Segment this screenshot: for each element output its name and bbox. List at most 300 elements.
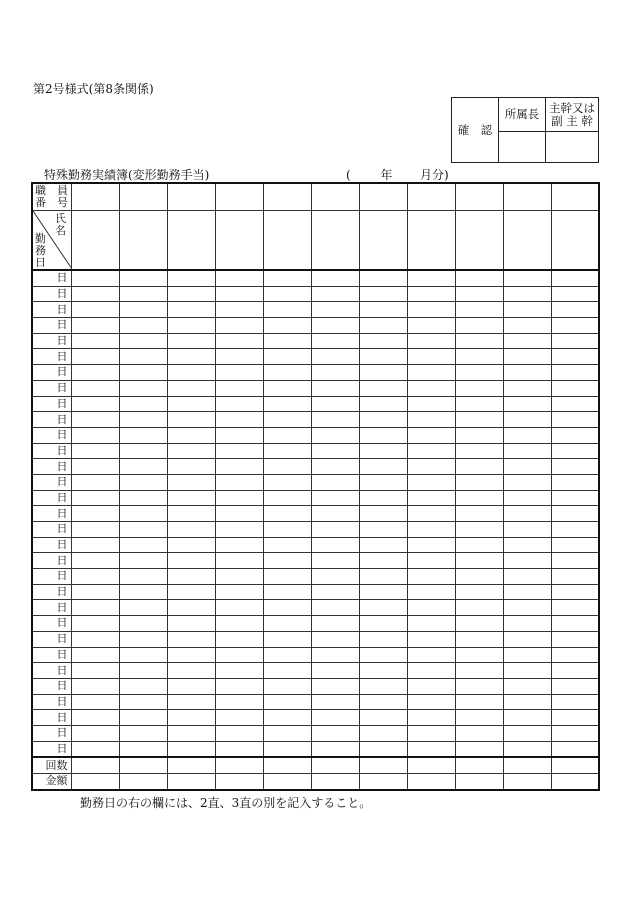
day-cell[interactable]	[263, 600, 311, 616]
day-cell[interactable]	[167, 725, 215, 741]
day-cell[interactable]	[551, 647, 599, 663]
day-cell[interactable]	[503, 333, 551, 349]
day-cell[interactable]	[503, 396, 551, 412]
day-cell[interactable]	[551, 678, 599, 694]
day-cell[interactable]	[71, 537, 119, 553]
day-cell[interactable]	[359, 396, 407, 412]
day-cell[interactable]	[455, 741, 503, 757]
day-cell[interactable]	[359, 427, 407, 443]
day-cell[interactable]	[455, 286, 503, 302]
day-cell[interactable]	[311, 584, 359, 600]
day-cell[interactable]	[71, 412, 119, 428]
day-cell[interactable]	[551, 725, 599, 741]
day-cell[interactable]	[551, 318, 599, 334]
day-cell[interactable]	[263, 616, 311, 632]
day-cell[interactable]	[407, 741, 455, 757]
amount-cell[interactable]	[263, 774, 311, 790]
day-cell[interactable]	[551, 349, 599, 365]
day-cell[interactable]	[263, 302, 311, 318]
day-cell[interactable]	[551, 333, 599, 349]
day-cell[interactable]	[167, 553, 215, 569]
day-cell[interactable]	[455, 349, 503, 365]
day-cell[interactable]	[71, 600, 119, 616]
staff-number-cell[interactable]	[455, 183, 503, 211]
day-cell[interactable]	[263, 318, 311, 334]
day-cell[interactable]	[167, 318, 215, 334]
day-cell[interactable]	[311, 710, 359, 726]
day-cell[interactable]	[263, 443, 311, 459]
day-cell[interactable]	[503, 741, 551, 757]
day-cell[interactable]	[359, 569, 407, 585]
day-cell[interactable]	[71, 427, 119, 443]
day-cell[interactable]	[119, 490, 167, 506]
day-cell[interactable]	[359, 600, 407, 616]
day-cell[interactable]	[551, 396, 599, 412]
count-cell[interactable]	[359, 757, 407, 773]
day-cell[interactable]	[503, 569, 551, 585]
day-cell[interactable]	[71, 569, 119, 585]
day-cell[interactable]	[119, 459, 167, 475]
day-cell[interactable]	[263, 569, 311, 585]
day-cell[interactable]	[167, 396, 215, 412]
day-cell[interactable]	[503, 631, 551, 647]
day-cell[interactable]	[359, 710, 407, 726]
day-cell[interactable]	[119, 349, 167, 365]
day-cell[interactable]	[71, 490, 119, 506]
staff-number-cell[interactable]	[215, 183, 263, 211]
day-cell[interactable]	[71, 663, 119, 679]
day-cell[interactable]	[311, 412, 359, 428]
day-cell[interactable]	[455, 443, 503, 459]
day-cell[interactable]	[455, 365, 503, 381]
day-cell[interactable]	[503, 270, 551, 286]
day-cell[interactable]	[407, 694, 455, 710]
day-cell[interactable]	[455, 725, 503, 741]
approval-stamp-director[interactable]	[499, 132, 546, 163]
day-cell[interactable]	[551, 631, 599, 647]
day-cell[interactable]	[455, 302, 503, 318]
day-cell[interactable]	[551, 600, 599, 616]
day-cell[interactable]	[359, 474, 407, 490]
staff-number-cell[interactable]	[407, 183, 455, 211]
day-cell[interactable]	[215, 725, 263, 741]
day-cell[interactable]	[311, 725, 359, 741]
day-cell[interactable]	[167, 537, 215, 553]
day-cell[interactable]	[407, 537, 455, 553]
day-cell[interactable]	[551, 412, 599, 428]
day-cell[interactable]	[167, 678, 215, 694]
staff-number-cell[interactable]	[119, 183, 167, 211]
day-cell[interactable]	[263, 490, 311, 506]
day-cell[interactable]	[503, 427, 551, 443]
day-cell[interactable]	[503, 318, 551, 334]
day-cell[interactable]	[167, 474, 215, 490]
day-cell[interactable]	[503, 663, 551, 679]
day-cell[interactable]	[119, 741, 167, 757]
day-cell[interactable]	[359, 741, 407, 757]
day-cell[interactable]	[71, 302, 119, 318]
amount-cell[interactable]	[71, 774, 119, 790]
day-cell[interactable]	[551, 380, 599, 396]
day-cell[interactable]	[71, 286, 119, 302]
day-cell[interactable]	[311, 553, 359, 569]
day-cell[interactable]	[167, 710, 215, 726]
day-cell[interactable]	[119, 710, 167, 726]
day-cell[interactable]	[407, 725, 455, 741]
day-cell[interactable]	[359, 302, 407, 318]
day-cell[interactable]	[119, 396, 167, 412]
day-cell[interactable]	[455, 318, 503, 334]
day-cell[interactable]	[503, 349, 551, 365]
day-cell[interactable]	[551, 459, 599, 475]
amount-cell[interactable]	[311, 774, 359, 790]
day-cell[interactable]	[167, 647, 215, 663]
day-cell[interactable]	[215, 427, 263, 443]
day-cell[interactable]	[215, 380, 263, 396]
day-cell[interactable]	[119, 616, 167, 632]
day-cell[interactable]	[215, 710, 263, 726]
day-cell[interactable]	[407, 318, 455, 334]
day-cell[interactable]	[311, 443, 359, 459]
day-cell[interactable]	[551, 741, 599, 757]
day-cell[interactable]	[119, 270, 167, 286]
day-cell[interactable]	[71, 474, 119, 490]
amount-cell[interactable]	[119, 774, 167, 790]
count-cell[interactable]	[455, 757, 503, 773]
day-cell[interactable]	[215, 647, 263, 663]
day-cell[interactable]	[71, 616, 119, 632]
day-cell[interactable]	[311, 663, 359, 679]
day-cell[interactable]	[311, 569, 359, 585]
day-cell[interactable]	[551, 537, 599, 553]
day-cell[interactable]	[167, 600, 215, 616]
day-cell[interactable]	[167, 584, 215, 600]
day-cell[interactable]	[71, 522, 119, 538]
day-cell[interactable]	[455, 506, 503, 522]
day-cell[interactable]	[311, 286, 359, 302]
day-cell[interactable]	[503, 365, 551, 381]
day-cell[interactable]	[407, 678, 455, 694]
day-cell[interactable]	[119, 506, 167, 522]
staff-name-cell[interactable]	[119, 211, 167, 271]
count-cell[interactable]	[551, 757, 599, 773]
day-cell[interactable]	[311, 365, 359, 381]
day-cell[interactable]	[119, 725, 167, 741]
day-cell[interactable]	[407, 474, 455, 490]
day-cell[interactable]	[407, 631, 455, 647]
day-cell[interactable]	[455, 522, 503, 538]
day-cell[interactable]	[215, 333, 263, 349]
day-cell[interactable]	[167, 349, 215, 365]
day-cell[interactable]	[407, 710, 455, 726]
day-cell[interactable]	[71, 365, 119, 381]
day-cell[interactable]	[311, 647, 359, 663]
day-cell[interactable]	[455, 600, 503, 616]
day-cell[interactable]	[119, 663, 167, 679]
day-cell[interactable]	[503, 302, 551, 318]
day-cell[interactable]	[359, 318, 407, 334]
day-cell[interactable]	[551, 302, 599, 318]
day-cell[interactable]	[119, 412, 167, 428]
day-cell[interactable]	[359, 522, 407, 538]
day-cell[interactable]	[167, 631, 215, 647]
day-cell[interactable]	[215, 459, 263, 475]
day-cell[interactable]	[215, 286, 263, 302]
day-cell[interactable]	[359, 631, 407, 647]
day-cell[interactable]	[167, 663, 215, 679]
day-cell[interactable]	[407, 349, 455, 365]
day-cell[interactable]	[455, 694, 503, 710]
day-cell[interactable]	[503, 459, 551, 475]
day-cell[interactable]	[551, 522, 599, 538]
day-cell[interactable]	[263, 584, 311, 600]
day-cell[interactable]	[455, 584, 503, 600]
day-cell[interactable]	[503, 380, 551, 396]
day-cell[interactable]	[503, 584, 551, 600]
day-cell[interactable]	[263, 741, 311, 757]
day-cell[interactable]	[311, 380, 359, 396]
day-cell[interactable]	[455, 270, 503, 286]
day-cell[interactable]	[167, 412, 215, 428]
amount-cell[interactable]	[167, 774, 215, 790]
day-cell[interactable]	[119, 333, 167, 349]
day-cell[interactable]	[455, 537, 503, 553]
day-cell[interactable]	[551, 474, 599, 490]
day-cell[interactable]	[215, 631, 263, 647]
day-cell[interactable]	[455, 396, 503, 412]
day-cell[interactable]	[119, 302, 167, 318]
day-cell[interactable]	[167, 333, 215, 349]
day-cell[interactable]	[503, 443, 551, 459]
day-cell[interactable]	[359, 286, 407, 302]
day-cell[interactable]	[359, 270, 407, 286]
day-cell[interactable]	[311, 678, 359, 694]
day-cell[interactable]	[503, 694, 551, 710]
day-cell[interactable]	[407, 286, 455, 302]
day-cell[interactable]	[311, 522, 359, 538]
day-cell[interactable]	[215, 537, 263, 553]
day-cell[interactable]	[215, 302, 263, 318]
day-cell[interactable]	[311, 631, 359, 647]
day-cell[interactable]	[263, 725, 311, 741]
day-cell[interactable]	[503, 725, 551, 741]
day-cell[interactable]	[263, 349, 311, 365]
day-cell[interactable]	[359, 380, 407, 396]
day-cell[interactable]	[263, 396, 311, 412]
day-cell[interactable]	[551, 584, 599, 600]
day-cell[interactable]	[503, 647, 551, 663]
day-cell[interactable]	[215, 553, 263, 569]
day-cell[interactable]	[263, 522, 311, 538]
day-cell[interactable]	[167, 270, 215, 286]
day-cell[interactable]	[167, 443, 215, 459]
day-cell[interactable]	[359, 333, 407, 349]
day-cell[interactable]	[359, 584, 407, 600]
day-cell[interactable]	[167, 365, 215, 381]
staff-number-cell[interactable]	[503, 183, 551, 211]
staff-name-cell[interactable]	[407, 211, 455, 271]
amount-cell[interactable]	[407, 774, 455, 790]
day-cell[interactable]	[551, 427, 599, 443]
day-cell[interactable]	[71, 318, 119, 334]
amount-cell[interactable]	[215, 774, 263, 790]
day-cell[interactable]	[119, 537, 167, 553]
day-cell[interactable]	[263, 459, 311, 475]
day-cell[interactable]	[407, 380, 455, 396]
day-cell[interactable]	[263, 506, 311, 522]
day-cell[interactable]	[503, 286, 551, 302]
day-cell[interactable]	[167, 506, 215, 522]
day-cell[interactable]	[119, 286, 167, 302]
day-cell[interactable]	[71, 506, 119, 522]
day-cell[interactable]	[71, 694, 119, 710]
day-cell[interactable]	[167, 616, 215, 632]
day-cell[interactable]	[215, 412, 263, 428]
day-cell[interactable]	[167, 302, 215, 318]
day-cell[interactable]	[407, 490, 455, 506]
day-cell[interactable]	[407, 569, 455, 585]
day-cell[interactable]	[311, 302, 359, 318]
day-cell[interactable]	[263, 631, 311, 647]
day-cell[interactable]	[407, 506, 455, 522]
day-cell[interactable]	[455, 474, 503, 490]
day-cell[interactable]	[551, 710, 599, 726]
day-cell[interactable]	[215, 396, 263, 412]
day-cell[interactable]	[215, 584, 263, 600]
day-cell[interactable]	[359, 694, 407, 710]
day-cell[interactable]	[407, 333, 455, 349]
day-cell[interactable]	[359, 725, 407, 741]
day-cell[interactable]	[263, 710, 311, 726]
day-cell[interactable]	[551, 365, 599, 381]
amount-cell[interactable]	[503, 774, 551, 790]
day-cell[interactable]	[503, 537, 551, 553]
day-cell[interactable]	[119, 522, 167, 538]
day-cell[interactable]	[551, 443, 599, 459]
staff-number-cell[interactable]	[167, 183, 215, 211]
staff-name-cell[interactable]	[455, 211, 503, 271]
day-cell[interactable]	[551, 490, 599, 506]
day-cell[interactable]	[455, 427, 503, 443]
day-cell[interactable]	[71, 631, 119, 647]
staff-number-cell[interactable]	[263, 183, 311, 211]
day-cell[interactable]	[167, 459, 215, 475]
day-cell[interactable]	[167, 490, 215, 506]
staff-name-cell[interactable]	[503, 211, 551, 271]
day-cell[interactable]	[263, 553, 311, 569]
day-cell[interactable]	[215, 678, 263, 694]
day-cell[interactable]	[359, 459, 407, 475]
day-cell[interactable]	[119, 553, 167, 569]
day-cell[interactable]	[407, 553, 455, 569]
day-cell[interactable]	[71, 380, 119, 396]
day-cell[interactable]	[71, 349, 119, 365]
day-cell[interactable]	[71, 725, 119, 741]
day-cell[interactable]	[263, 474, 311, 490]
day-cell[interactable]	[71, 459, 119, 475]
day-cell[interactable]	[71, 647, 119, 663]
amount-cell[interactable]	[551, 774, 599, 790]
day-cell[interactable]	[119, 380, 167, 396]
day-cell[interactable]	[311, 490, 359, 506]
day-cell[interactable]	[407, 365, 455, 381]
day-cell[interactable]	[551, 569, 599, 585]
day-cell[interactable]	[503, 710, 551, 726]
day-cell[interactable]	[311, 537, 359, 553]
day-cell[interactable]	[167, 694, 215, 710]
day-cell[interactable]	[167, 522, 215, 538]
day-cell[interactable]	[407, 616, 455, 632]
day-cell[interactable]	[311, 506, 359, 522]
day-cell[interactable]	[215, 443, 263, 459]
day-cell[interactable]	[263, 412, 311, 428]
day-cell[interactable]	[167, 286, 215, 302]
day-cell[interactable]	[455, 678, 503, 694]
approval-stamp-chief[interactable]	[546, 132, 599, 163]
day-cell[interactable]	[455, 333, 503, 349]
day-cell[interactable]	[215, 663, 263, 679]
day-cell[interactable]	[551, 616, 599, 632]
day-cell[interactable]	[359, 412, 407, 428]
day-cell[interactable]	[359, 506, 407, 522]
staff-number-cell[interactable]	[551, 183, 599, 211]
day-cell[interactable]	[455, 631, 503, 647]
staff-number-cell[interactable]	[359, 183, 407, 211]
day-cell[interactable]	[455, 380, 503, 396]
staff-name-cell[interactable]	[215, 211, 263, 271]
amount-cell[interactable]	[455, 774, 503, 790]
day-cell[interactable]	[407, 522, 455, 538]
day-cell[interactable]	[359, 490, 407, 506]
day-cell[interactable]	[359, 616, 407, 632]
day-cell[interactable]	[311, 694, 359, 710]
day-cell[interactable]	[455, 616, 503, 632]
day-cell[interactable]	[503, 474, 551, 490]
day-cell[interactable]	[119, 365, 167, 381]
day-cell[interactable]	[215, 349, 263, 365]
day-cell[interactable]	[71, 741, 119, 757]
day-cell[interactable]	[551, 694, 599, 710]
day-cell[interactable]	[503, 553, 551, 569]
day-cell[interactable]	[71, 270, 119, 286]
day-cell[interactable]	[215, 741, 263, 757]
day-cell[interactable]	[167, 427, 215, 443]
day-cell[interactable]	[215, 474, 263, 490]
day-cell[interactable]	[215, 694, 263, 710]
day-cell[interactable]	[119, 678, 167, 694]
day-cell[interactable]	[215, 270, 263, 286]
count-cell[interactable]	[407, 757, 455, 773]
day-cell[interactable]	[119, 631, 167, 647]
day-cell[interactable]	[551, 663, 599, 679]
day-cell[interactable]	[119, 694, 167, 710]
day-cell[interactable]	[359, 349, 407, 365]
day-cell[interactable]	[311, 349, 359, 365]
day-cell[interactable]	[167, 569, 215, 585]
day-cell[interactable]	[311, 459, 359, 475]
day-cell[interactable]	[551, 553, 599, 569]
staff-name-cell[interactable]	[263, 211, 311, 271]
day-cell[interactable]	[167, 741, 215, 757]
day-cell[interactable]	[215, 616, 263, 632]
day-cell[interactable]	[119, 474, 167, 490]
day-cell[interactable]	[311, 270, 359, 286]
day-cell[interactable]	[311, 741, 359, 757]
count-cell[interactable]	[167, 757, 215, 773]
count-cell[interactable]	[71, 757, 119, 773]
day-cell[interactable]	[311, 318, 359, 334]
day-cell[interactable]	[407, 647, 455, 663]
